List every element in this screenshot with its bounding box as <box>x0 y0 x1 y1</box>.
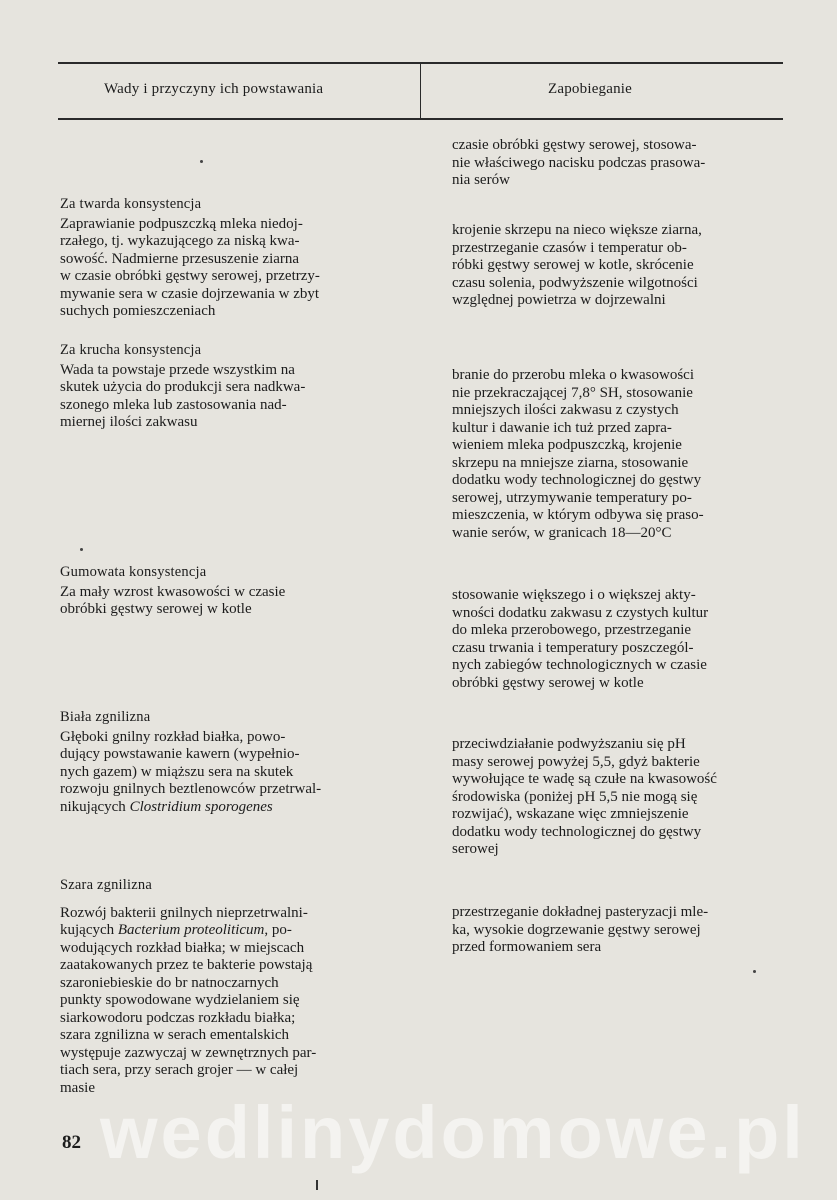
text-line: serowej, utrzymywanie temperatury po- <box>452 489 692 506</box>
text-line: nie przekraczającej 7,8° SH, stosowanie <box>452 384 693 401</box>
text-line: rozwoju gnilnych beztlenowców przetrwal- <box>60 781 322 797</box>
text-line: mieszczenia, w którym odbywa się praso- <box>452 507 704 523</box>
text-line: zaatakowanych przez te bakterie powstają <box>60 957 313 973</box>
text-line: szaroniebieskie do br natnoczarnych <box>60 974 279 991</box>
prevention-rubbery-consistency <box>452 587 782 692</box>
text-line: obróbki gęstwy serowej w kotle <box>60 601 252 617</box>
text-line: tiach sera, przy serach grojer — w całej <box>60 1062 299 1078</box>
text-line: szonego mleka lub zastosowania nad- <box>60 396 287 413</box>
text-line: obróbki gęstwy serowej w kotle <box>452 674 644 691</box>
print-speck <box>80 548 83 551</box>
text-line: dodatku wody technologicznej do gęstwy <box>452 823 702 840</box>
text-line: przestrzeganie dokładnej pasteryzacji mle- <box>452 904 709 920</box>
text-line: środowiska (poniżej pH 5,5 nie mogą się <box>452 788 698 805</box>
prevention-white-rot <box>452 736 782 859</box>
text-line: rozwijać), wskazane więc zmniejszenie <box>452 806 689 822</box>
defect-heading: Biała zgnilizna <box>60 709 151 725</box>
defect-rubbery-consistency <box>60 564 398 619</box>
text-line: nych gazem) w miąższu sera na skutek <box>60 763 294 780</box>
text-line: skrzepu na mniejsze ziarna, stosowanie <box>452 454 689 471</box>
text-line: dodatku wody technologicznej do gęstwy <box>452 472 702 488</box>
column-header-prevention: Zapobieganie <box>548 81 633 97</box>
text-line: wieniem mleka podpuszczką, krojenie <box>452 437 682 453</box>
page-number: 82 <box>62 1132 81 1153</box>
prevention-continued <box>452 137 782 190</box>
text-line: przeciwdziałanie podwyższaniu się pH <box>452 736 686 752</box>
prevention-hard-consistency <box>452 222 782 310</box>
text-line: krojenie skrzepu na nieco większe ziarna, <box>452 222 702 238</box>
text-line: mniejszych ilości zakwasu z czystych <box>452 402 679 418</box>
text-line: Wada ta powstaje przede wszystkim na <box>60 361 295 378</box>
text-line: wodujących rozkład białka; w miejscach <box>60 939 305 956</box>
text-line: szara zgnilizna w serach ementalskich <box>60 1027 290 1043</box>
text-line <box>60 799 398 817</box>
text-line: nia serów <box>452 172 510 188</box>
defect-heading: Gumowata konsystencja <box>60 564 207 580</box>
text-line: dujący powstawanie kawern (wypełnio- <box>60 746 300 762</box>
text-line: masy serowej powyżej 5,5, gdyż bakterie <box>452 753 700 770</box>
defect-grey-rot <box>60 877 398 1097</box>
defect-hard-consistency <box>60 196 398 321</box>
text-line: wności dodatku zakwasu z czystych kultur <box>452 604 709 621</box>
text-line: Rozwój bakterii gnilnych nieprzetrwalni- <box>60 904 308 921</box>
prevention-brittle-consistency <box>452 367 782 542</box>
text-line: nie właściwego nacisku podczas prasowa- <box>452 154 706 171</box>
bacterium-name: Clostridium sporogenes <box>129 798 273 815</box>
defect-white-rot <box>60 709 398 816</box>
prevention-grey-rot <box>452 904 782 957</box>
text-line: względnej powietrza w dojrzewalni <box>452 292 666 308</box>
text-line: nych zabiegów technologicznych w czasie <box>452 657 707 673</box>
text-line: mywanie sera w czasie dojrzewania w zbyt <box>60 285 320 302</box>
text-line: czasu solenia, podwyższenie wilgotności <box>452 274 698 291</box>
text-line: masie <box>60 1079 95 1096</box>
defect-heading: Za twarda konsystencja <box>60 196 202 212</box>
text-line: wywołujące te wadę są czułe na kwasowość <box>452 771 717 787</box>
text-line: występuje zazwyczaj w zewnętrznych par- <box>60 1044 317 1061</box>
column-header-causes: Wady i przyczyny ich powstawania <box>104 81 324 97</box>
text-line: Za mały wzrost kwasowości w czasie <box>60 583 286 600</box>
text-fragment: kujących <box>60 922 118 938</box>
print-speck <box>200 160 203 163</box>
text-fragment: , po- <box>264 922 292 938</box>
defect-heading: Za krucha konsystencja <box>60 342 202 358</box>
bacterium-name: Bacterium proteoliticum <box>117 922 265 938</box>
text-line: rzałego, tj. wykazującego za niską kwa- <box>60 233 300 249</box>
text-line: skutek użycia do produkcji sera nadkwa- <box>60 379 306 395</box>
text-line: sowość. Nadmierne przesuszenie ziarna <box>60 250 300 267</box>
text-line: czasie obróbki gęstwy serowej, stosowa- <box>452 137 697 153</box>
text-line: Zaprawianie podpuszczką mleka niedoj- <box>60 215 303 232</box>
defect-heading: Szara zgnilizna <box>60 877 152 893</box>
table-header-divider <box>420 62 421 119</box>
text-line: Głęboki gnilny rozkład białka, powo- <box>60 728 286 745</box>
watermark: wedlinydomowe.pl <box>100 1091 806 1174</box>
text-fragment: nikujących <box>60 798 130 815</box>
text-line: stosowanie większego i o większej akty- <box>452 587 696 603</box>
print-speck <box>753 970 756 973</box>
text-line: róbki gęstwy serowej w kotle, skrócenie <box>452 257 694 273</box>
text-line: przestrzeganie czasów i temperatur ob- <box>452 239 687 256</box>
text-line: suchych pomieszczeniach <box>60 303 216 319</box>
text-line: w czasie obróbki gęstwy serowej, przetrzy- <box>60 268 320 284</box>
text-line: do mleka przerobowego, przestrzeganie <box>452 622 692 638</box>
text-line: serowej <box>452 841 499 857</box>
text-line: wanie serów, w granicach 18—20°C <box>452 524 672 541</box>
defect-brittle-consistency <box>60 342 398 432</box>
text-line: miernej ilości zakwasu <box>60 414 198 430</box>
text-line: siarkowodoru podczas rozkładu białka; <box>60 1009 296 1026</box>
text-line: czasu trwania i temperatury poszczegól- <box>452 639 694 656</box>
text-line: kultur i dawanie ich tuż przed zapra- <box>452 419 672 436</box>
text-line: punkty spowodowane wydzielaniem się <box>60 992 300 1008</box>
print-mark <box>316 1180 318 1190</box>
text-line: przed formowaniem sera <box>452 939 602 955</box>
text-line: branie do przerobu mleka o kwasowości <box>452 367 695 383</box>
text-line: ka, wysokie dogrzewanie gęstwy serowej <box>452 921 701 938</box>
text-line <box>60 922 398 940</box>
